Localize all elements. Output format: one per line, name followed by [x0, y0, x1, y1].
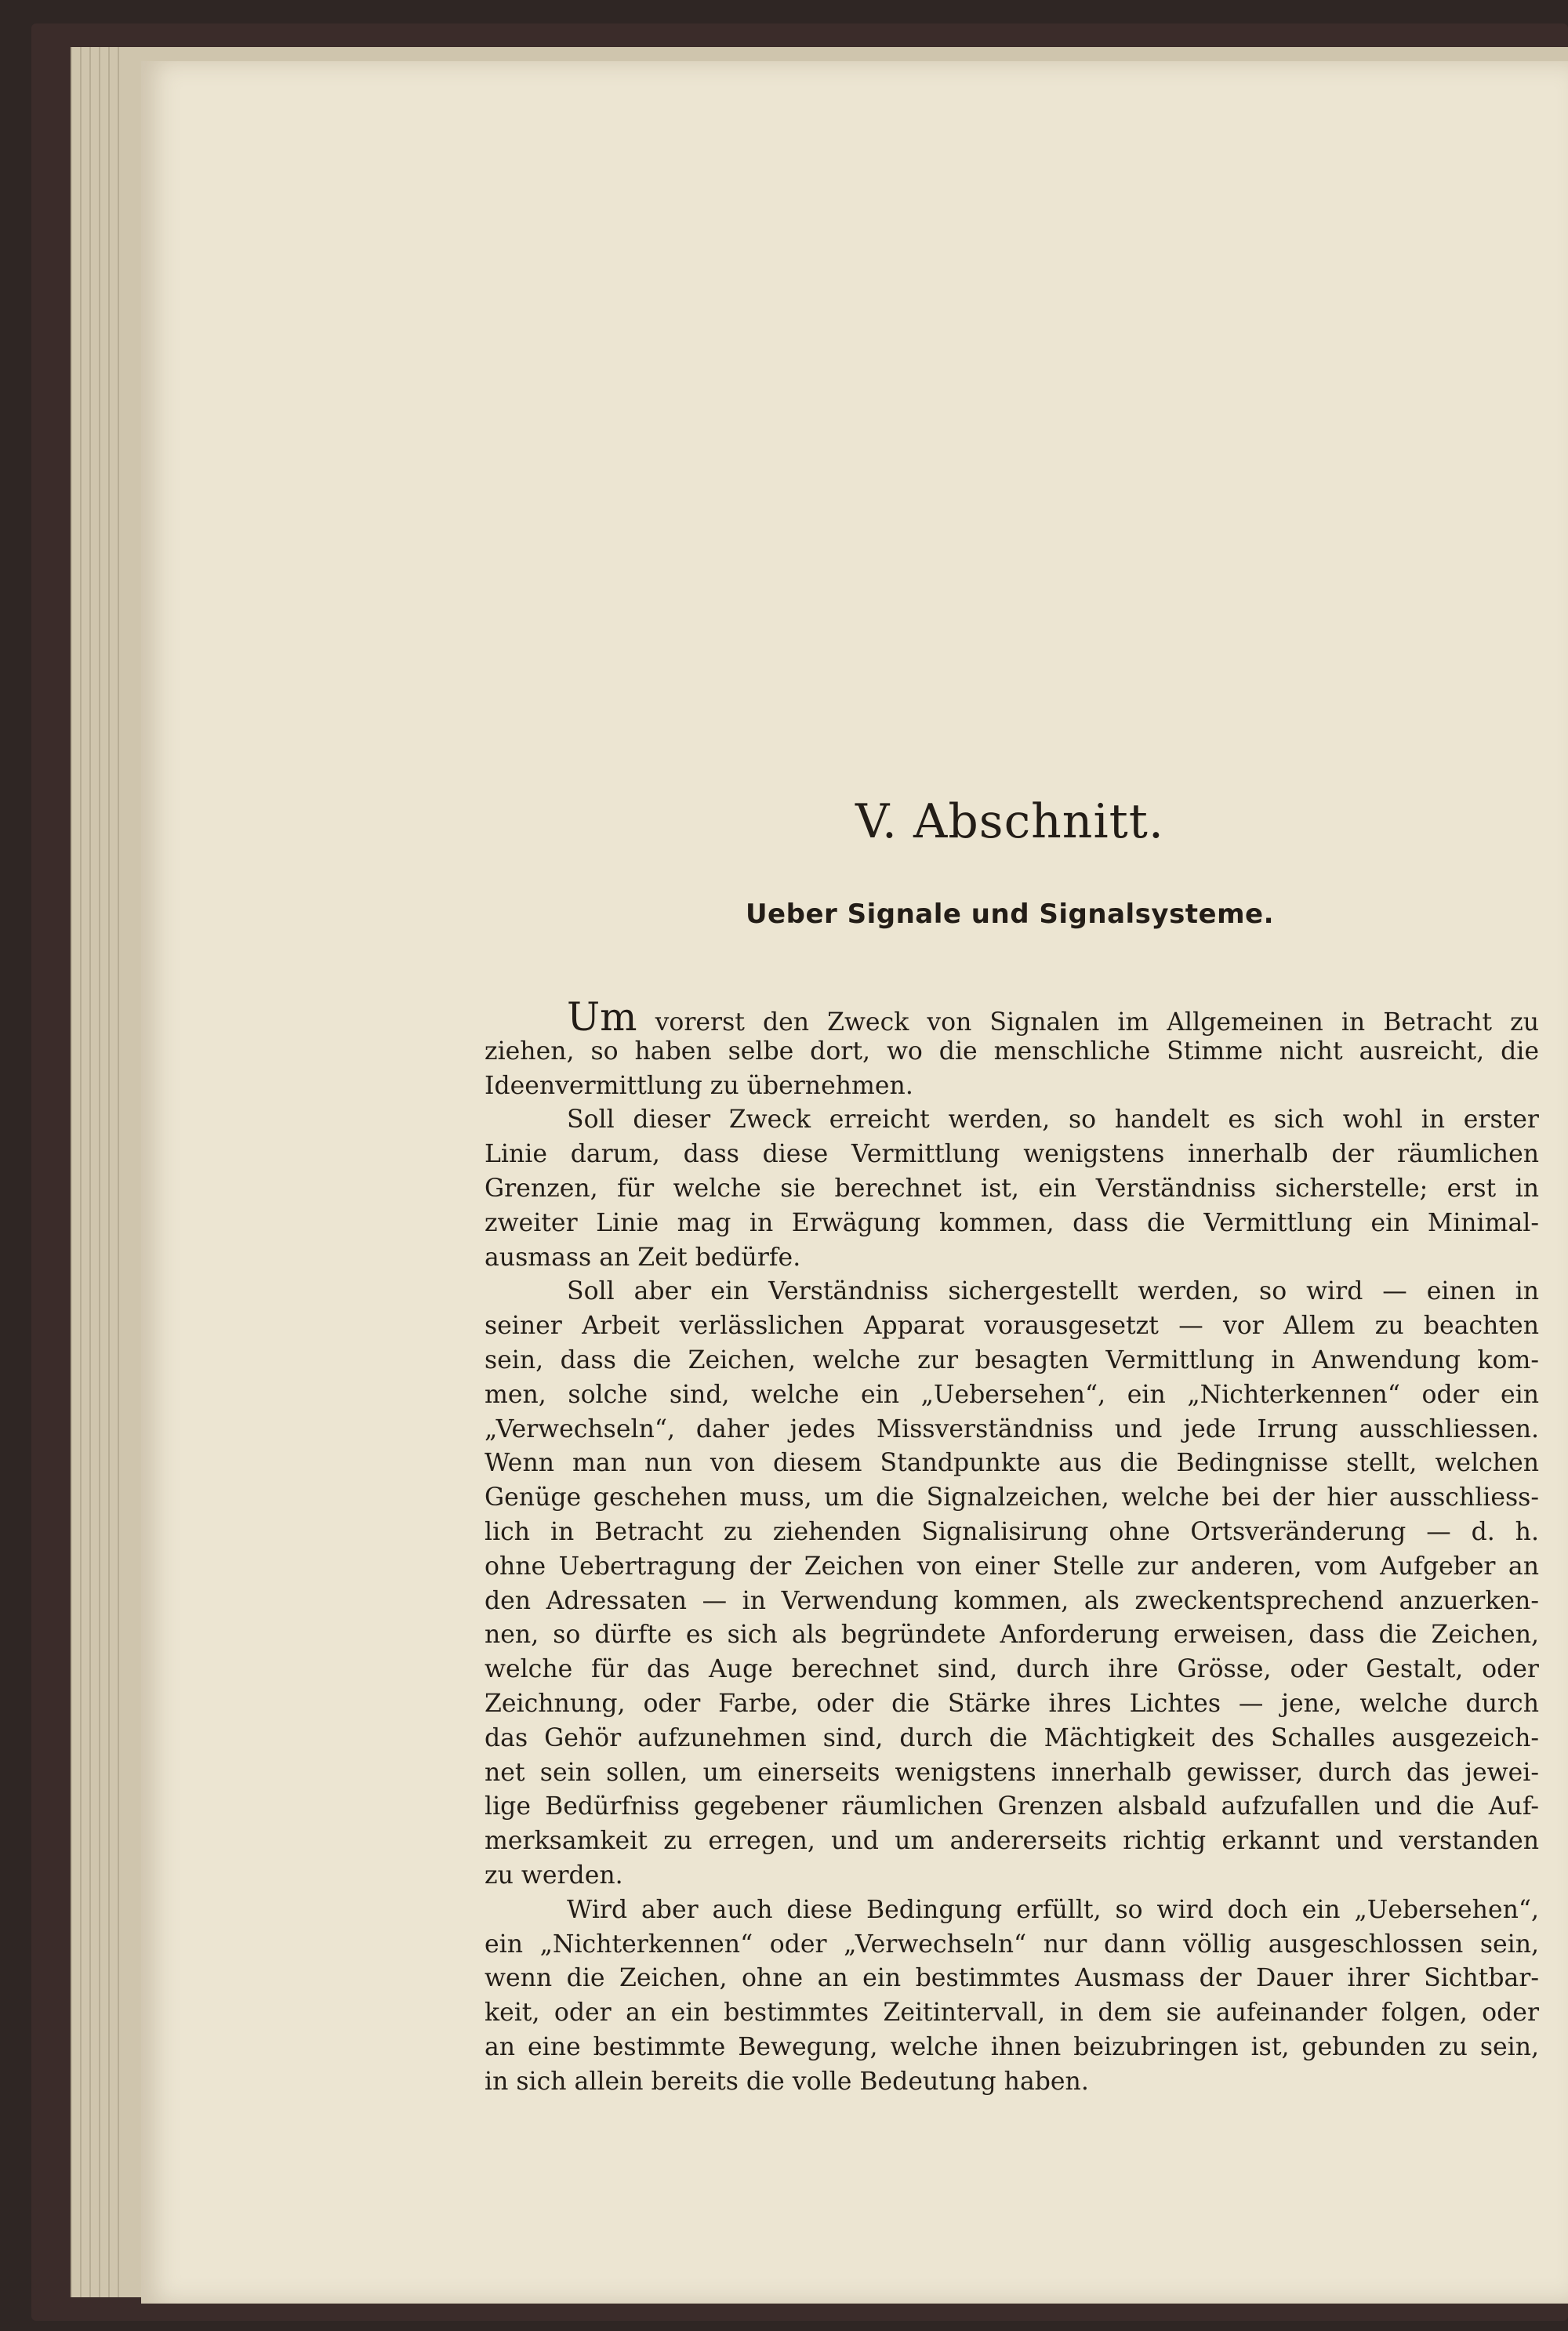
body-line: Genüge geschehen muss, um die Signalzeichen, welche bei der hier ausschliess- — [485, 1483, 1539, 1512]
body-line: seiner Arbeit verlässlichen Apparat vorausgesetzt — vor Allem zu beachten — [485, 1312, 1539, 1341]
body-line: welche für das Auge berechnet sind, durch ihre Grösse, oder Gestalt, oder — [485, 1655, 1539, 1684]
body-line: zweiter Linie mag in Erwägung kommen, dass die Vermittlung ein Minimal- — [485, 1208, 1539, 1237]
body-line: men, solche sind, welche ein „Uebersehen“, ein „Nichterkennen“ oder ein — [485, 1380, 1539, 1409]
body-line: sein, dass die Zeichen, welche zur besagten Vermittlung in Anwendung kom- — [485, 1345, 1539, 1374]
body-line: an eine bestimmte Bewegung, welche ihnen beizubringen ist, gebunden zu sein, — [485, 2032, 1539, 2061]
body-line: das Gehör aufzunehmen sind, durch die Mächtigkeit des Schalles ausgezeich- — [485, 1723, 1539, 1752]
body-line: „Verwechseln“, daher jedes Missverständniss und jede Irrung ausschliessen. — [485, 1414, 1539, 1443]
body-line: zu werden. — [485, 1861, 623, 1890]
body-line: net sein sollen, um einerseits wenigstens innerhalb gewisser, durch das jewei- — [485, 1758, 1539, 1787]
body-text — [485, 994, 1539, 2100]
body-line: keit, oder an ein bestimmtes Zeitintervall, in dem sie aufeinander folgen, oder — [485, 1999, 1539, 2028]
book-page — [141, 61, 1568, 2304]
body-line: lich in Betracht zu ziehenden Signalisirung ohne Ortsveränderung — d. h. — [485, 1517, 1539, 1546]
body-line: ausmass an Zeit bedürfe. — [485, 1243, 801, 1272]
body-line: lige Bedürfniss gegebener räumlichen Grenzen alsbald aufzufallen und die Auf- — [485, 1792, 1539, 1821]
body-line: Ideenvermittlung zu übernehmen. — [485, 1071, 913, 1100]
body-line: Grenzen, für welche sie berechnet ist, ein Verständniss sicherstelle; erst in — [485, 1174, 1539, 1203]
body-line: Linie darum, dass diese Vermittlung wenigstens innerhalb der räumlichen — [485, 1140, 1539, 1169]
body-line: Wenn man nun von diesem Standpunkte aus die Bedingnisse stellt, welchen — [485, 1449, 1539, 1478]
body-line: ohne Uebertragung der Zeichen von einer Stelle zur anderen, vom Aufgeber an — [485, 1552, 1539, 1581]
body-line: Soll dieser Zweck erreicht werden, so handelt es sich wohl in erster — [567, 1106, 1539, 1135]
body-line: ziehen, so haben selbe dort, wo die menschliche Stimme nicht ausreicht, die — [485, 1037, 1539, 1066]
body-line: nen, so dürfte es sich als begründete Anforderung erweisen, dass die Zeichen, — [485, 1621, 1539, 1650]
dropcap-word: Um — [567, 994, 637, 1040]
body-line: in sich allein bereits die volle Bedeutung haben. — [485, 2067, 1089, 2096]
body-line: den Adressaten — in Verwendung kommen, als zweckentsprechend anzuerken- — [485, 1586, 1539, 1615]
chapter-title: V. Abschnitt. — [855, 794, 1164, 850]
body-line: Wird aber auch diese Bedingung erfüllt, so wird doch ein „Uebersehen“, — [567, 1895, 1539, 1924]
body-line: ein „Nichterkennen“ oder „Verwechseln“ nur dann völlig ausgeschlossen sein, — [485, 1930, 1539, 1959]
body-line: Soll aber ein Verständniss sichergestellt werden, so wird — einen in — [567, 1277, 1539, 1306]
section-subtitle: Ueber Signale und Signalsysteme. — [745, 899, 1275, 931]
body-line: Um vorerst den Zweck von Signalen im Allgemeinen in Betracht zu — [567, 994, 1539, 1040]
body-line: Zeichnung, oder Farbe, oder die Stärke ihres Lichtes — jene, welche durch — [485, 1689, 1539, 1718]
body-line: wenn die Zeichen, ohne an ein bestimmtes Ausmass der Dauer ihrer Sichtbar- — [485, 1964, 1539, 1993]
body-line: merksamkeit zu erregen, und um andererseits richtig erkannt und verstanden — [485, 1827, 1539, 1856]
